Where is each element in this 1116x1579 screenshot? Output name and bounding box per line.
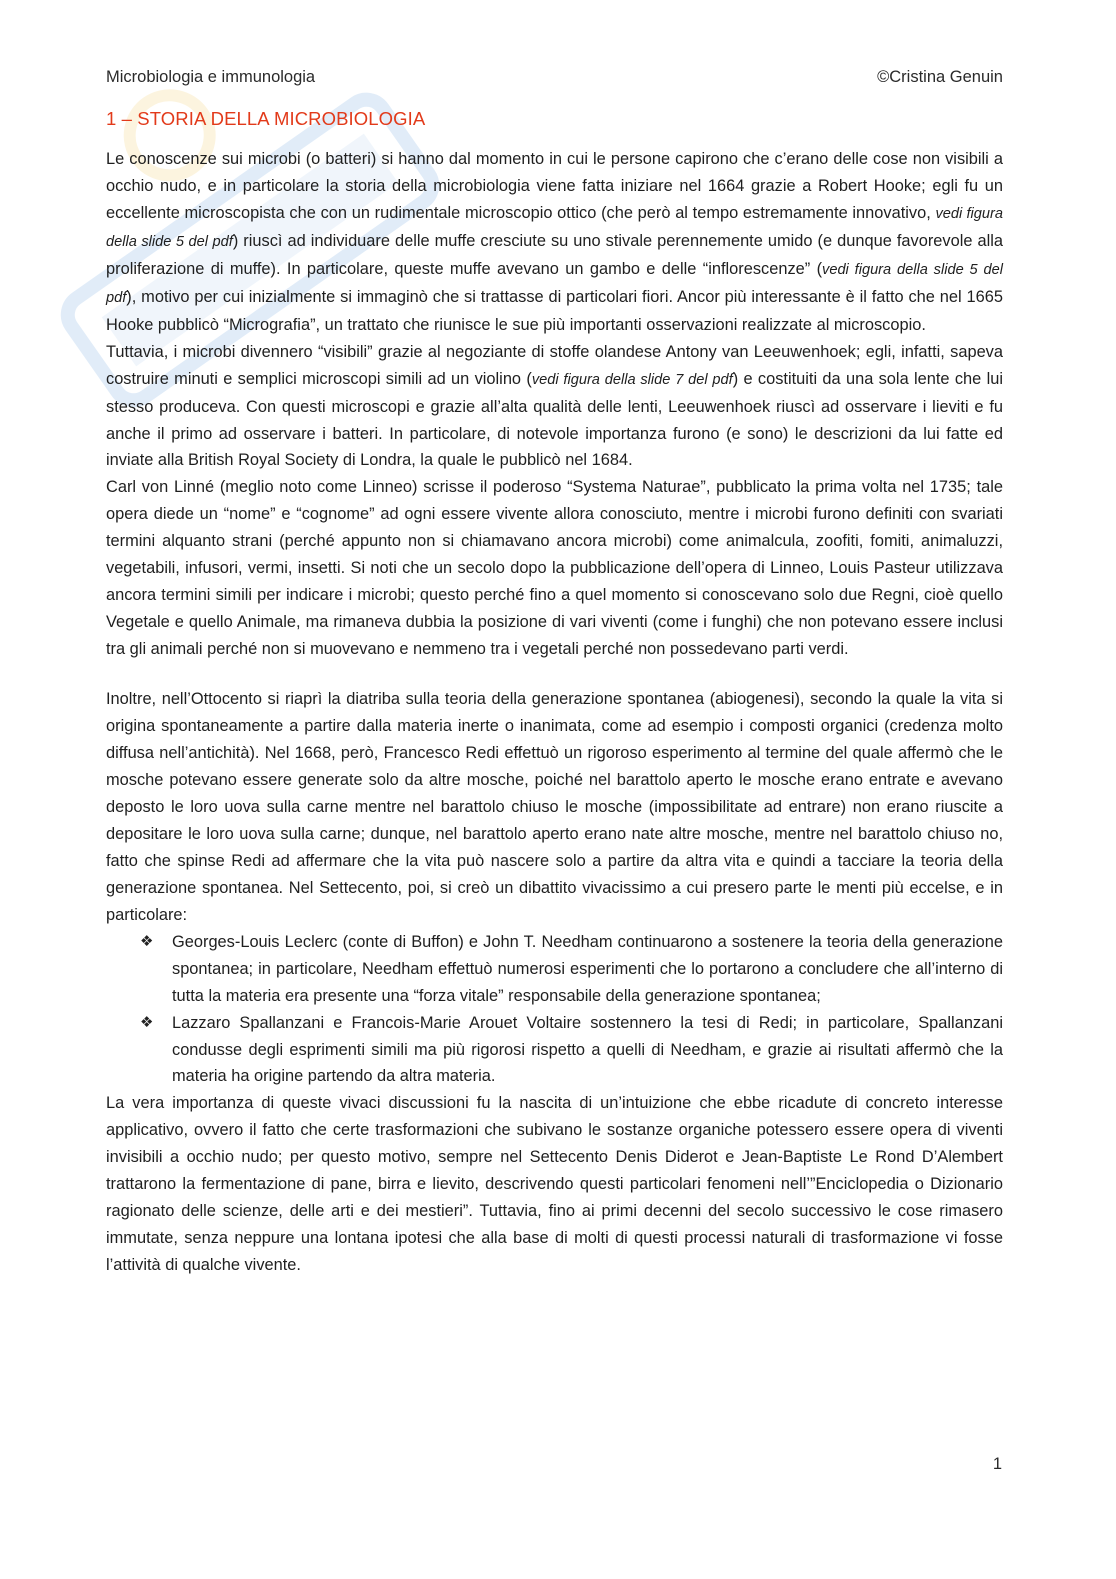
diamond-bullet-icon: ❖ [140,1013,154,1031]
list-item: ❖ Lazzaro Spallanzani e Francois-Marie Arouet Voltaire sostennero la tesi di Redi; in particolare, Spallanzani condusse degli esprimenti simili ma più rigorosi rispetto a quelli di Needham, e grazie ai risultati affermò che la materia ha origine partendo da altra materia. [106,1010,1003,1091]
list-item: ❖ Georges-Louis Leclerc (conte di Buffon) e John T. Needham continuarono a sostenere la teoria della generazione spontanea; in particolare, Needham effettuò numerosi esperimenti che lo portarono a concludere che all’interno di tutta la materia era presente una “forza vitale” responsabile della generazione spontanea; [106,929,1003,1010]
figure-reference: vedi figura della slide 5 del pdf [106,261,1003,306]
figure-reference: vedi figura della slide 7 del pdf [531,371,733,388]
paragraph-linneo: Carl von Linné (meglio noto come Linneo) scrisse il poderoso “Systema Naturae”, pubblicato la prima volta nel 1735; tale opera diede un “nome” e “cognome” ad ogni essere vivente allora conosciuto, mentre i microbi furono definiti con svariati termini alquanto strani (perché appunto non si chiamavano ancora microbi) come animalcula, zoofiti, fomiti, animaluzzi, vegetabili, infusori, vermi, insetti. Si noti che un secolo dopo la pubblicazione dell’opera di Linneo, Louis Pasteur utilizzava ancora termini simili per indicare i microbi; questo perché fino a quel momento si conoscevano solo due Regni, cioè quello Vegetale e quello Animale, ma rimaneva dubbia la posizione di vari viventi (come i funghi) che non potevano essere inclusi tra gli animali perché non si muovevano e nemmeno tra i vegetali perché non possedevano parti verdi. [106,478,1003,659]
bullet-list [106,929,1003,1091]
page-header [106,68,1003,87]
page-number: 1 [992,1455,1002,1473]
figure-reference: vedi figura della slide 5 del pdf [106,205,1003,250]
document-body [106,146,1003,1279]
paragraph-fermentazione: La vera importanza di queste vivaci discussioni fu la nascita di un’intuizione che ebbe ricadute di concreto interesse applicativo, ovvero il fatto che certe trasformazioni che subivano le sostanze organiche potessero essere opera di viventi invisibili a occhio nudo; per questo motivo, sempre nel Settecento Denis Diderot e Jean-Baptiste Le Rond D’Alembert trattarono la fermentazione di pane, birra e lievito, descrivendo questi particolari fenomeni nell’”Enciclopedia o Dizionario ragionato delle scienze, delle arti e dei mestieri”. Tuttavia, fino ai primi decenni del secolo successivo le cose rimasero immutate, senza neppure una lontana ipotesi che alla base di molti di questi processi naturali di trasformazione vi fosse l’attività di qualche vivente. [106,1094,1003,1275]
paragraph-generazione-spontanea: Inoltre, nell’Ottocento si riaprì la diatriba sulla teoria della generazione spontanea (abiogenesi), secondo la quale la vita si origina spontaneamente a partire dalla materia inerte o inanimata, come ad esempio i composti organici (credenza molto diffusa nell’antichità). Nel 1668, però, Francesco Redi effettuò un rigoroso esperimento al termine del quale affermò che le mosche potevano essere generate solo da altre mosche, poiché nel barattolo aperto le mosche erano entrate e avevano deposto le loro uova sulla carne mentre nel barattolo chiuso le mosche (impossibilitate ad entrare) non erano riuscite a depositare le loro uova sulla carne; dunque, nel barattolo aperto erano nate altre mosche, mentre nel barattolo chiuso no, fatto che spinse Redi ad affermare che la vita può nascere solo a partire da altra vita e quindi a tacciare la teoria della generazione spontanea. Nel Settecento, poi, si creò un dibattito vivacissimo a cui presero parte le menti più eccelse, e in particolare: [106,690,1003,924]
paragraph-leeuwenhoek: Tuttavia, i microbi divennero “visibili” grazie al negoziante di stoffe olandese Antony van Leeuwenhoek; egli, infatti, sapeva costruire minuti e semplici microscopi simili ad un violino (vedi figura della slide 7 del pdf) e costituiti da una sola lente che lui stesso produceva. Con questi microscopi e grazie all’alta qualità delle lenti, Leeuwenhoek riuscì ad osservare i lieviti e fu anche il primo ad osservare i batteri. In particolare, di notevole importanza furono (e sono) le descrizioni da lui fatte ed inviate alla British Royal Society di Londra, la quale le pubblicò nel 1684. [106,342,1003,470]
header-course-title: Microbiologia e immunologia [106,68,316,86]
diamond-bullet-icon: ❖ [140,932,154,950]
section-title: 1 – STORIA DELLA MICROBIOLOGIA [106,108,426,129]
header-author: ©Cristina Genuin [877,68,1003,86]
paragraph-hooke: Le conoscenze sui microbi (o batteri) si hanno dal momento in cui le persone capirono che c’erano delle cose non visibili a occhio nudo, e in particolare la storia della microbiologia viene fatta iniziare nel 1664 grazie a Robert Hooke; egli fu un eccellente microscopista che con un rudimentale microscopio ottico (che però al tempo estremamente innovativo, vedi figura della slide 5 del pdf) riuscì ad individuare delle muffe cresciute su uno stivale perennemente umido (e dunque favorevole alla proliferazione di muffe). In particolare, queste muffe avevano un gambo e delle “inflorescenze” (vedi figura della slide 5 del pdf), motivo per cui inizialmente si immaginò che si trattasse di particolari fiori. Ancor più interessante è il fatto che nel 1665 Hooke pubblicò “Micrografia”, un trattato che riunisce le sue più importanti osservazioni realizzate al microscopio. [106,150,1003,334]
